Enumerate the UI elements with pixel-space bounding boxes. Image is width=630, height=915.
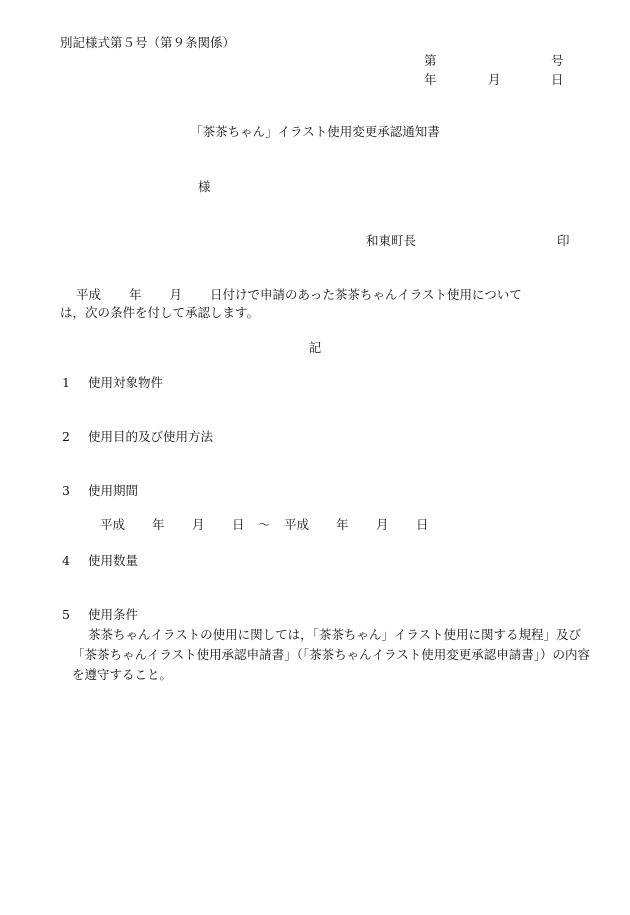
issuer-name: 和東町長 (366, 233, 417, 248)
period-start-month: 月 (192, 517, 205, 532)
ki-heading: 記 (308, 340, 322, 355)
period-start-era: 平成 (100, 517, 126, 532)
item-number: 4 (62, 553, 70, 568)
item-number: 2 (62, 429, 70, 444)
seal-mark: 印 (557, 233, 570, 248)
item-label: 使用対象物件 (88, 375, 164, 390)
item-label: 使用目的及び使用方法 (88, 429, 214, 444)
item-number: 5 (62, 607, 70, 622)
document-number-prefix: 第 (424, 53, 437, 68)
item-label: 使用数量 (88, 553, 139, 568)
approval-statement (60, 286, 570, 322)
conditions-text: 茶茶ちゃんイラストの使用に関しては，「茶茶ちゃん」イラスト使用に関する規程」及び「茶茶ちゃんイラスト使用承認申請書」（「茶茶ちゃんイラスト使用変更承認申請書」）の内容を遵守すること。 (72, 627, 591, 682)
usage-period-range (100, 517, 429, 533)
item-purpose-method (62, 429, 213, 445)
item-label: 使用条件 (88, 607, 139, 622)
date-year-label: 年 (424, 72, 437, 87)
date-month-label: 月 (488, 72, 501, 87)
period-start-day: 日 (232, 517, 245, 532)
item-usage-conditions (62, 607, 138, 623)
document-number-suffix: 号 (551, 53, 564, 68)
item-label: 使用期間 (88, 483, 139, 498)
period-end-day: 日 (416, 517, 429, 532)
item-usage-quantity (62, 553, 138, 569)
form-label: 別記様式第５号（第９条関係） (60, 35, 236, 50)
item-target-property (62, 375, 163, 391)
period-separator: 〜 (258, 517, 271, 532)
document-title: 「茶茶ちゃん」イラスト使用変更承認通知書 (190, 124, 440, 139)
statement-era: 平成 (76, 287, 102, 302)
period-end-year: 年 (336, 517, 349, 532)
item-usage-period (62, 483, 138, 499)
date-day-label: 日 (551, 72, 564, 87)
statement-rest: 日付けで申請のあった茶茶ちゃんイラスト使用について (210, 287, 522, 302)
approval-statement-line2: は，次の条件を付して承認します。 (60, 305, 260, 320)
statement-month: 月 (169, 287, 183, 302)
period-start-year: 年 (152, 517, 165, 532)
approval-statement-line1 (60, 286, 570, 304)
period-end-era: 平成 (284, 517, 310, 532)
item-number: 1 (62, 375, 70, 390)
statement-year: 年 (129, 287, 142, 302)
period-end-month: 月 (376, 517, 389, 532)
item-number: 3 (62, 483, 70, 498)
addressee-suffix: 様 (198, 179, 211, 194)
